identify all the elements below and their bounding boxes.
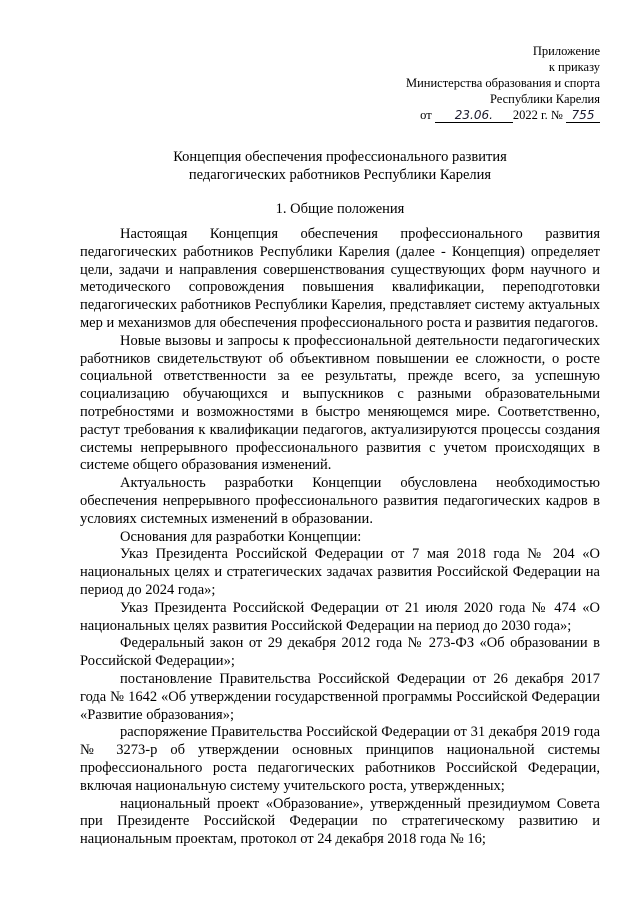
date-prefix: от (420, 108, 432, 122)
title-line-1: Концепция обеспечения профессионального развития (173, 149, 507, 165)
ministry-name: Министерства образования и спорта (405, 76, 600, 90)
year-text: 2022 г. № (512, 108, 563, 122)
paragraph: Новые вызовы и запросы к профессиональной деятельности педагогических работников свидетельствуют об объективном повышении ее сложности, о росте социальной ответственности за ее результаты, прежде всего, за успешную социализацию обучающихся и выпускников с разными образовательными потребностями и возможностями в быстро меняющемся мире. Соответственно, растут требования к квалификации педагогов, актуализируются процессы создания системы непрерывного профессионального развития с учетом происходящих в системе общего образования изменений. (80, 332, 600, 474)
document-body (80, 226, 600, 849)
paragraph: Актуальность разработки Концепции обусловлена необходимостью обеспечения непрерывного профессионального развития педагогических кадров в условиях системных изменений в образовании. (80, 475, 600, 527)
appendix-block (406, 43, 600, 123)
document-title (80, 148, 600, 184)
paragraph: Федеральный закон от 29 декабря 2012 года № 273-ФЗ «Об образовании в Российской Федерации»; (80, 635, 600, 670)
paragraph: Указ Президента Российской Федерации от 21 июля 2020 года № 474 «О национальных целях развития Российской Федерации на период до 2030 года»; (80, 599, 600, 634)
handwritten-order-number: 755 (566, 108, 600, 123)
title-line-2: педагогических работников Республики Карелия (188, 167, 492, 183)
paragraph: распоряжение Правительства Российской Федерации от 31 декабря 2019 года № 3273-р об утверждении основных принципов национальной системы профессионального роста педагогических работников Российской Федерации, включая национальную систему учительского роста, утвержденных; (80, 724, 600, 794)
republic-name: Республики Карелия (489, 92, 600, 106)
order-reference: к приказу (548, 60, 600, 74)
order-date-line (406, 107, 600, 123)
paragraph: национальный проект «Образование», утвержденный президиумом Совета при Президенте Российской Федерации по стратегическому развитию и национальным проектам, протокол от 24 декабря 2018 года № 16; (80, 795, 600, 848)
paragraph: Основания для разработки Концепции: (120, 528, 362, 545)
handwritten-date: 23.06. (435, 108, 513, 123)
paragraph: Настоящая Концепция обеспечения профессионального развития педагогических работников Республики Карелия (далее - Концепция) определяет цели, задачи и направления совершенствования существующих форм научного и методического сопровождения повышения квалификации, переподготовки педагогических работников Республики Карелия, представляет систему актуальных мер и механизмов для обеспечения профессионального роста и развития педагогов. (80, 226, 600, 331)
paragraph: Указ Президента Российской Федерации от 7 мая 2018 года № 204 «О национальных целях и стратегических задачах развития Российской Федерации на период до 2024 года»; (80, 546, 600, 598)
appendix-label: Приложение (532, 44, 600, 58)
section-heading: 1. Общие положения (275, 201, 405, 217)
paragraph: постановление Правительства Российской Федерации от 26 декабря 2017 года № 1642 «Об утверждении государственной программы Российской Федерации «Развитие образования»; (80, 670, 600, 723)
